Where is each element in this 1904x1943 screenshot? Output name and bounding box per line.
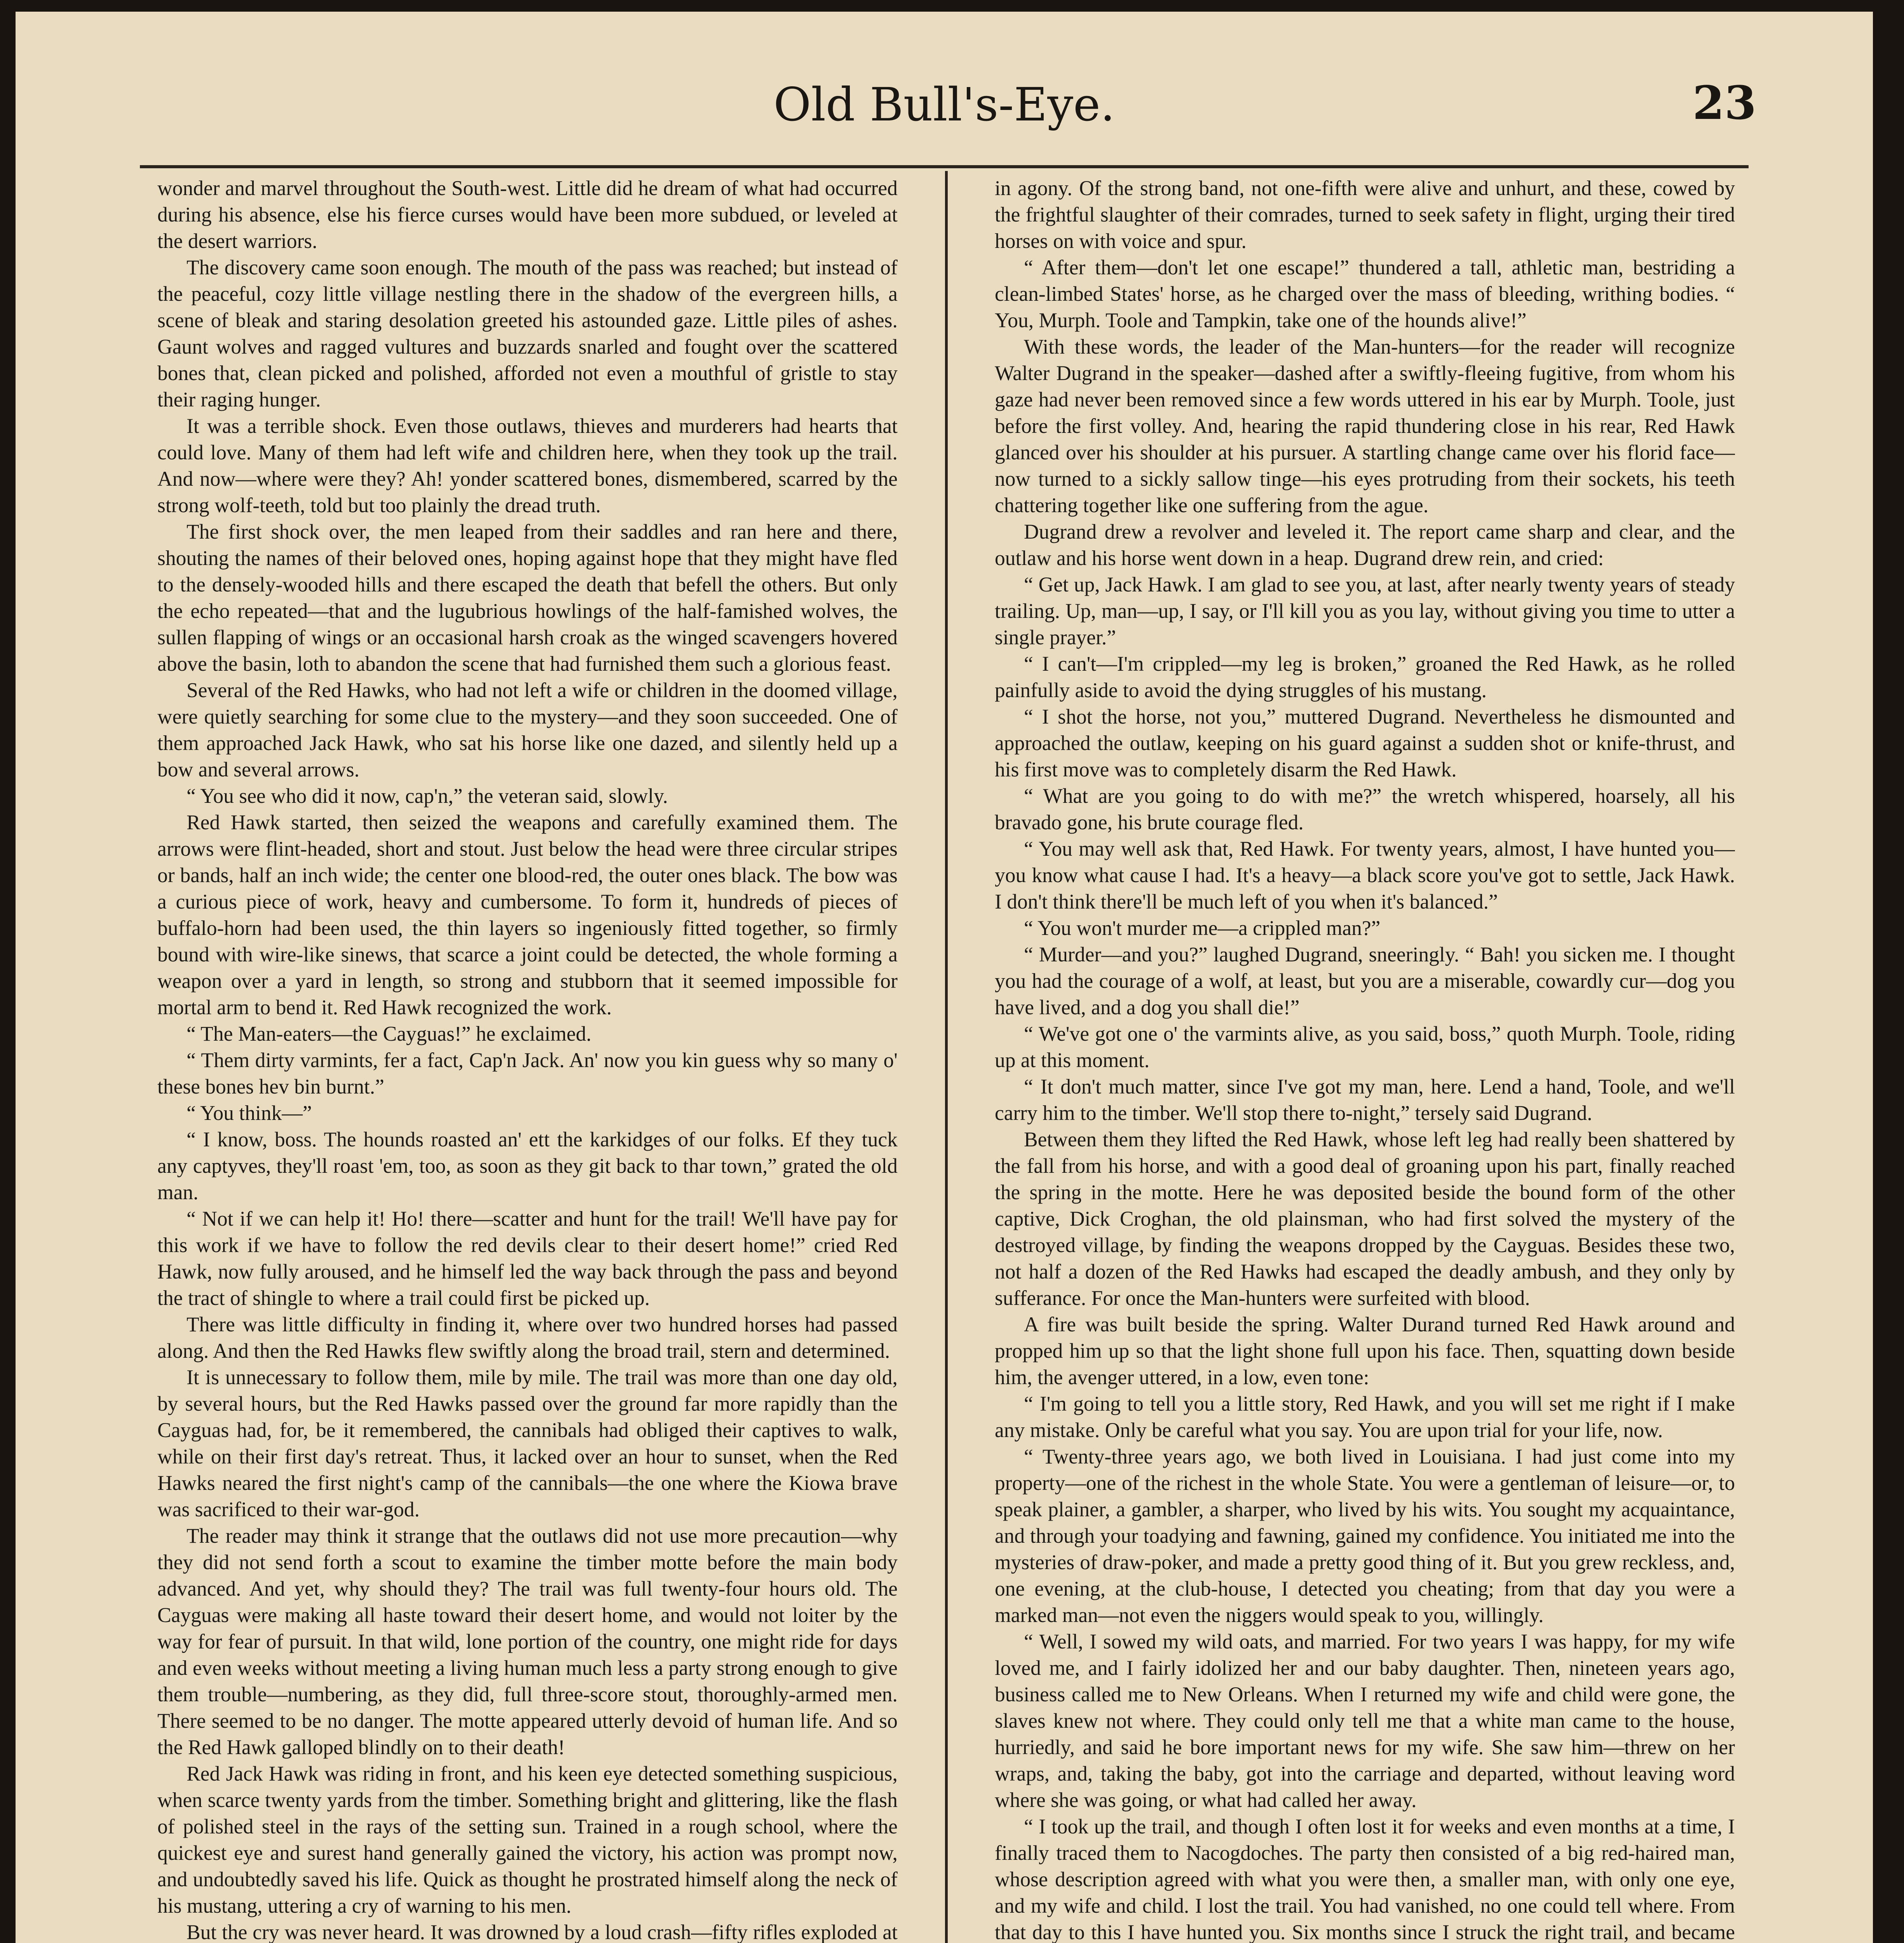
paragraph: With these words, the leader of the Man-hunters—for the reader will recognize Walter Dugrand in the speaker—dashed after a swiftly-fleeing fugitive, from whom his gaze had never been removed since a few words uttered in his ear by Murph. Toole, just before the first volley. And, hearing the rapid thundering close in his rear, Red Hawk glanced over his shoulder at his pursuer. A startling change came over his florid face—now turned to a sickly sallow tinge—his eyes protruding from their sockets, his teeth chattering together like one suffering from the ague. bbox=[995, 335, 1735, 517]
paragraph: “ Murder—and you?” laughed Dugrand, sneeringly. “ Bah! you sicken me. I thought you had the courage of a wolf, at least, but you are a miserable, cowardly cur—dog you have lived, and a dog you shall die!” bbox=[995, 943, 1735, 1019]
paragraph: “ You may well ask that, Red Hawk. For twenty years, almost, I have hunted you—you know what cause I had. It's a heavy—a black score you've got to settle, Jack Hawk. I don't think there'll be much left of you when it's balanced.” bbox=[995, 837, 1735, 913]
paragraph: “ Them dirty varmints, fer a fact, Cap'n Jack. An' now you kin guess why so many o' these bones hev bin burnt.” bbox=[157, 1048, 898, 1098]
paragraph: “ I know, boss. The hounds roasted an' ett the karkidges of our folks. Ef they tuck any captyves, they'll roast 'em, too, as soon as they git back to thar town,” grated the old man. bbox=[157, 1128, 898, 1204]
paragraph: “ What are you going to do with me?” the wretch whispered, hoarsely, all his bravado gone, his brute courage fled. bbox=[995, 784, 1735, 834]
paragraph: “ You think—” bbox=[187, 1101, 312, 1125]
paragraph: It was a terrible shock. Even those outlaws, thieves and murderers had hearts that could love. Many of them had left wife and children here, when they took up the trail. And now—where were they? Ah! yonder scattered bones, dismembered, scarred by the strong wolf-teeth, told but too plainly the dread truth. bbox=[157, 414, 898, 517]
right-column bbox=[995, 175, 1735, 1943]
running-title: Old Bull's-Eye. bbox=[773, 78, 1115, 131]
paragraph: Dugrand drew a revolver and leveled it. The report came sharp and clear, and the outlaw and his horse went down in a heap. Dugrand drew rein, and cried: bbox=[995, 520, 1735, 570]
paragraph: A fire was built beside the spring. Walter Durand turned Red Hawk around and propped him up so that the light shone full upon his face. Then, squatting down beside him, the avenger uttered, in a low, even tone: bbox=[995, 1313, 1735, 1389]
paragraph: “ Well, I sowed my wild oats, and married. For two years I was happy, for my wife loved me, and I fairly idolized her and our baby daughter. Then, nineteen years ago, business called me to New Orleans. When I returned my wife and child were gone, the slaves knew not where. They could only tell me that a white man came to the house, hurriedly, and said he bore important news for my wife. She saw him—threw on her wraps, and, taking the baby, got into the carriage and departed, without leaving word where she was going, or what had called her away. bbox=[995, 1630, 1735, 1812]
paragraph: “ I can't—I'm crippled—my leg is broken,” groaned the Red Hawk, as he rolled painfully aside to avoid the dying struggles of his mustang. bbox=[995, 652, 1735, 702]
paragraph: “ After them—don't let one escape!” thundered a tall, athletic man, bestriding a clean-limbed States' horse, as he charged over the mass of bleeding, writhing bodies. “ You, Murph. Toole and Tampkin, take one of the hounds alive!” bbox=[995, 256, 1735, 332]
paragraph: “ I took up the trail, and though I often lost it for weeks and even months at a time, I finally traced them to Nacogdoches. The party then consisted of a big red-haired man, whose description agreed with what you were then, a smaller man, with only one eye, and my wife and child. I lost the trail. You had vanished, no one could tell where. From that day to this I have hunted you. Six months since I struck the right trail, and became bbox=[995, 1815, 1735, 1943]
paragraph: “ You won't murder me—a crippled man?” bbox=[1024, 916, 1381, 940]
paragraph: “ I shot the horse, not you,” muttered Dugrand. Nevertheless he dismounted and approached the outlaw, keeping on his guard against a sudden shot or knife-thrust, and his first move was to completely disarm the Red Hawk. bbox=[995, 705, 1735, 781]
paragraph: It is unnecessary to follow them, mile by mile. The trail was more than one day old, by several hours, but the Red Hawks passed over the ground far more rapidly than the Cayguas had, for, be it remembered, the cannibals had obliged their captives to walk, while on their first day's retreat. Thus, it lacked over an hour to sunset, when the Red Hawks neared the first night's camp of the cannibals—the one where the Kiowa brave was sacrificed to their war-god. bbox=[157, 1366, 898, 1521]
paragraph: Red Hawk started, then seized the weapons and carefully examined them. The arrows were flint-headed, short and stout. Just below the head were three circular stripes or bands, half an inch wide; the center one blood-red, the outer ones black. The bow was a curious piece of work, heavy and cumbersome. To form it, hundreds of pieces of buffalo-horn had been used, the thin layers so ingeniously fitted together, so firmly bound with wire-like sinews, that scarce a joint could be detected, the whole forming a weapon over a yard in length, so strong and stubborn that it seemed impossible for mortal arm to bend it. Red Hawk recognized the work. bbox=[157, 811, 898, 1019]
paragraph: “ We've got one o' the varmints alive, as you said, boss,” quoth Murph. Toole, riding up at this moment. bbox=[995, 1022, 1735, 1072]
paragraph: wonder and marvel throughout the South-west. Little did he dream of what had occurred during his absence, else his fierce curses would have been more subdued, or leveled at the desert warriors. bbox=[157, 176, 898, 253]
paragraph: in agony. Of the strong band, not one-fifth were alive and unhurt, and these, cowed by the frightful slaughter of their comrades, turned to seek safety in flight, urging their tired horses on with voice and spur. bbox=[995, 176, 1735, 253]
paragraph: “ I'm going to tell you a little story, Red Hawk, and you will set me right if I make any mistake. Only be careful what you say. You are upon trial for your life, now. bbox=[995, 1392, 1735, 1442]
paragraph: “ Not if we can help it! Ho! there—scatter and hunt for the trail! We'll have pay for this work if we have to follow the red devils clear to their desert home!” cried Red Hawk, now fully aroused, and he himself led the way back through the pass and beyond the tract of shingle to where a trail could first be picked up. bbox=[157, 1207, 898, 1310]
paragraph: The reader may think it strange that the outlaws did not use more precaution—why they did not send forth a scout to examine the timber motte before the main body advanced. And yet, why should they? The trail was full twenty-four hours old. The Cayguas were making all haste toward their desert home, and would not loiter by the way for fear of pursuit. In that wild, lone portion of the country, one might ride for days and even weeks without meeting a living human much less a party strong enough to give them trouble—numbering, as they did, full three-score stout, thoroughly-armed men. There seemed to be no danger. The motte appeared utterly devoid of human life. And so the Red Hawk galloped blindly on to their death! bbox=[157, 1524, 898, 1759]
paragraph: “ Get up, Jack Hawk. I am glad to see you, at last, after nearly twenty years of steady trailing. Up, man—up, I say, or I'll kill you as you lay, without giving you time to utter a single prayer.” bbox=[995, 573, 1735, 649]
paragraph: The discovery came soon enough. The mouth of the pass was reached; but instead of the peaceful, cozy little village nestling there in the shadow of the evergreen hills, a scene of bleak and staring desolation greeted his astounded gaze. Little piles of ashes. Gaunt wolves and ragged vultures and buzzards snarled and fought over the scattered bones that, clean picked and polished, afforded not even a mouthful of gristle to stay their raging hunger. bbox=[157, 256, 898, 411]
paragraph: Several of the Red Hawks, who had not left a wife or children in the doomed village, were quietly searching for some clue to the mystery—and they soon succeeded. One of them approached Jack Hawk, who sat his horse like one dazed, and silently held up a bow and several arrows. bbox=[157, 678, 898, 781]
paragraph: “ It don't much matter, since I've got my man, here. Lend a hand, Toole, and we'll carry him to the timber. We'll stop there to-night,” tersely said Dugrand. bbox=[995, 1075, 1735, 1125]
paragraph: The first shock over, the men leaped from their saddles and ran here and there, shouting the names of their beloved ones, hoping against hope that they might have fled to the densely-wooded hills and there escaped the death that befell the others. But only the echo repeated—that and the lugubrious howlings of the half-famished wolves, the sullen flapping of wings or an occasional harsh croak as the winged scavengers hovered above the basin, loth to abandon the scene that had furnished them such a glorious feast. bbox=[157, 520, 898, 675]
paragraph: Between them they lifted the Red Hawk, whose left leg had really been shattered by the fall from his horse, and with a good deal of groaning upon his part, finally reached the spring in the motte. Here he was deposited beside the bound form of the other captive, Dick Croghan, the old plainsman, who had first solved the mystery of the destroyed village, by finding the weapons dropped by the Cayguas. Besides these two, not half a dozen of the Red Hawks had escaped the deadly ambush, and they only by sufferance. For once the Man-hunters were surfeited with blood. bbox=[995, 1128, 1735, 1310]
paragraph: There was little difficulty in finding it, where over two hundred horses had passed along. And then the Red Hawks flew swiftly along the broad trail, stern and determined. bbox=[157, 1313, 898, 1362]
paragraph: Red Jack Hawk was riding in front, and his keen eye detected something suspicious, when scarce twenty yards from the timber. Something bright and glittering, like the flash of polished steel in the rays of the setting sun. Trained in a rough school, where the quickest eye and surest hand generally gained the victory, his action was prompt now, and undoubtedly saved his life. Quick as thought he prostrated himself along the neck of his mustang, uttering a cry of warning to his men. bbox=[157, 1762, 898, 1917]
page-number: 23 bbox=[1692, 76, 1756, 130]
column-divider bbox=[945, 171, 948, 1943]
magazine-page bbox=[16, 12, 1873, 1943]
page-header bbox=[132, 74, 1756, 148]
header-rule bbox=[140, 165, 1749, 168]
paragraph: “ The Man-eaters—the Cayguas!” he exclaimed. bbox=[187, 1022, 591, 1045]
paragraph: “ You see who did it now, cap'n,” the veteran said, slowly. bbox=[187, 784, 668, 808]
left-column bbox=[157, 175, 898, 1943]
paragraph: “ Twenty-three years ago, we both lived in Louisiana. I had just come into my property—one of the richest in the whole State. You were a gentleman of leisure—or, to speak plainer, a gambler, a sharper, who lived by his wits. You sought my acquaintance, and through your toadying and fawning, gained my confidence. You initiated me into the mysteries of draw-poker, and made a pretty good thing of it. But you grew reckless, and, one evening, at the club-house, I detected you cheating; from that day you were a marked man—not even the niggers would speak to you, willingly. bbox=[995, 1445, 1735, 1627]
paragraph: But the cry was never heard. It was drowned by a loud crash—fifty rifles exploded at bbox=[187, 1920, 898, 1943]
